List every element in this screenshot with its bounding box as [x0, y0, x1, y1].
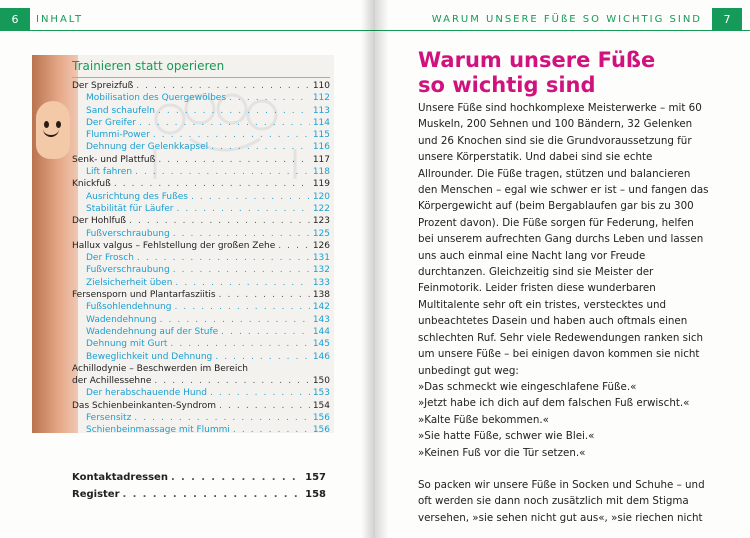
toc-page-number: 117: [312, 154, 330, 165]
toc-page-number: 115: [312, 130, 330, 141]
toc-page-number: 110: [312, 81, 330, 91]
toc-entry-title: Dehnung mit Gurt: [86, 339, 168, 350]
toc-leader-dots: [158, 155, 310, 165]
toc-entry: [72, 376, 330, 388]
left-page-number: 6: [0, 8, 30, 30]
toc-leader-dots: [139, 118, 310, 128]
toc-leader-dots: [191, 192, 310, 202]
toc-leader-dots: [210, 388, 310, 398]
toc-page-number: 144: [312, 326, 330, 337]
toc-leader-dots: [219, 290, 310, 300]
quote-line: »Keinen Fuß vor die Tür setzen.«: [418, 446, 586, 459]
toc-entry: [72, 179, 330, 191]
toc-page-number: 123: [312, 216, 330, 227]
toc-entry-title: Der Frosch: [86, 253, 134, 264]
toc-entry: [72, 216, 330, 228]
toc-leader-dots: [153, 130, 310, 140]
toc-leader-dots: [175, 278, 309, 288]
toc-entry-title: Knickfuß: [72, 179, 111, 190]
toc-page-number: 154: [312, 400, 330, 411]
toc-leader-dots: [221, 327, 310, 337]
toc-entry-title: Wadendehnung auf der Stufe: [86, 326, 219, 337]
toc-subentry: [72, 302, 330, 314]
toc-subentry: [72, 388, 330, 400]
toc-entry-title: Beweglichkeit und Dehnung: [86, 351, 213, 362]
eye-icon: [56, 121, 61, 128]
toc-subentry: [72, 118, 330, 130]
toc-entry-title: Hallux valgus – Fehlstellung der großen Zehe: [72, 240, 276, 251]
quote-line: »Kalte Füße bekommen.«: [418, 413, 549, 426]
right-page-number: 7: [712, 8, 742, 30]
toc-entry-title: Fußsohlendehnung: [86, 302, 172, 313]
toc-page-number: 143: [312, 314, 330, 325]
toc-leader-dots: [278, 241, 310, 251]
body-text: [418, 100, 710, 526]
toc-entry-title: Der herabschauende Hund: [86, 388, 207, 399]
gutter-shadow: [361, 0, 375, 538]
toc-entry-title: Fußverschraubung: [86, 265, 170, 276]
paragraph: So packen wir unsere Füße in Socken und Schuhe – und oft werden sie dann noch zusätzlich mit dem Stigma versehen, »sie sehen nicht gut aus«, »sie riechen nicht: [418, 478, 705, 524]
toc-page-number: 132: [312, 265, 330, 276]
toc-entry-title: Fersensitz: [86, 413, 132, 424]
toc-page-number: 125: [312, 228, 330, 239]
toc-page-number: 112: [312, 93, 330, 104]
toc-entry-title: Kontaktadressen: [72, 472, 168, 483]
toc-page-number: 131: [312, 253, 330, 264]
right-header-rule: [375, 30, 750, 31]
toc-subentry: [72, 142, 330, 154]
toc-entry-title: Wadendehnung: [86, 314, 157, 325]
toc-subentry: [72, 130, 330, 142]
quote-line: »Sie hatte Füße, schwer wie Blei.«: [418, 430, 595, 443]
toc-subentry: [72, 265, 330, 277]
toc-leader-dots: [173, 229, 310, 239]
toc-entry: [72, 472, 326, 489]
toc-box: [32, 55, 334, 436]
eye-icon: [44, 121, 49, 128]
toc-subentry: [72, 167, 330, 179]
toc-page-number: 122: [312, 203, 330, 214]
toc-page-number: 138: [312, 290, 330, 301]
toc-leader-dots: [137, 253, 310, 263]
toc-list: [72, 81, 330, 438]
toc-entry-title: Ausrichtung des Fußes: [86, 191, 188, 202]
right-header: [375, 8, 750, 30]
toc-entry-title: Zielsicherheit üben: [86, 277, 173, 288]
toc-entry-title: Mobilisation des Quergewölbes: [86, 93, 227, 104]
toc-entry: [72, 81, 330, 93]
toc-page-number: 142: [312, 302, 330, 313]
toc-subentry: [72, 327, 330, 339]
toc-page-number: 116: [312, 142, 330, 153]
toc-entry-title: Achillodynie – Beschwerden im Bereich: [72, 363, 249, 374]
toc-entry: [72, 364, 330, 376]
toc-entry-title: Sand schaufeln: [86, 105, 155, 116]
gutter-shadow: [375, 0, 389, 538]
toc-page-number: 150: [312, 376, 330, 387]
toc-leader-dots: [219, 401, 310, 411]
toc-leader-dots: [134, 413, 310, 423]
quote-line: »Das schmeckt wie eingeschlafene Füße.«: [418, 380, 637, 393]
toc-leader-dots: [160, 315, 310, 325]
toc-leader-dots: [136, 81, 310, 91]
toc-subentry: [72, 425, 330, 437]
toc-page-number: 126: [312, 240, 330, 251]
toc-subentry: [72, 93, 330, 105]
toc-page-number: 156: [312, 413, 330, 424]
toc-subentry: [72, 106, 330, 118]
right-page: [375, 0, 750, 538]
right-header-title: WARUM UNSERE FÜßE SO WICHTIG SIND: [431, 13, 702, 25]
toc-page-number: 145: [312, 339, 330, 350]
toc-entry-title: Register: [72, 489, 120, 500]
toc-leader-dots: [211, 142, 310, 152]
toc-entry: [72, 489, 326, 506]
toc-page-number: 156: [312, 425, 330, 436]
toc-entry: [72, 241, 330, 253]
toc-subentry: [72, 352, 330, 364]
toc-subentry: [72, 253, 330, 265]
toc-page-number: 119: [312, 179, 330, 190]
toc-leader-dots: [158, 106, 310, 116]
left-header-title: INHALT: [36, 13, 84, 25]
toc-page-number: 157: [305, 472, 326, 483]
toc-appendix-list: [72, 472, 326, 506]
toc-entry-title: Der Spreizfuß: [72, 81, 134, 91]
toc-leader-dots: [129, 216, 310, 226]
toc-entry: [72, 401, 330, 413]
chapter-title-line: so wichtig sind: [418, 73, 596, 97]
toc-entry-title: Der Greifer: [86, 117, 136, 128]
toc-entry-title: Das Schienbeinkanten-Syndrom: [72, 400, 217, 411]
toc-leader-dots: [114, 179, 310, 189]
toc-page-number: 113: [312, 105, 330, 116]
toc-leader-dots: [215, 352, 310, 362]
toc-subentry: [72, 278, 330, 290]
toc-subentry: [72, 229, 330, 241]
toc-page-number: 118: [312, 167, 330, 178]
toc-leader-dots: [170, 339, 309, 349]
toc-leader-dots: [229, 93, 310, 103]
toc-leader-dots: [173, 265, 310, 275]
toc-entry-title: Lift fahren: [86, 167, 133, 178]
toc-leader-dots: [154, 376, 309, 386]
toc-entry-title: Flummi-Power: [86, 130, 150, 141]
toc-entry-title: Fersensporn und Plantarfasziitis: [72, 290, 216, 301]
toc-entry-title: Fußverschraubung: [86, 228, 170, 239]
toc-entry-title: Stabilität für Läufer: [86, 203, 174, 214]
quote-line: »Jetzt habe ich dich auf dem falschen Fuß erwischt.«: [418, 397, 690, 410]
left-header: [0, 8, 375, 30]
toc-subentry: [72, 204, 330, 216]
toc-entry-title: Schienbeinmassage mit Flummi: [86, 425, 230, 436]
toc-page-number: 120: [312, 191, 330, 202]
toc-section-title: Trainieren statt operieren: [72, 59, 330, 78]
toc-leader-dots: [135, 167, 310, 177]
toc-page-number: 153: [312, 388, 330, 399]
toc-leader-dots: [176, 204, 309, 214]
toc-entry-title: Senk- und Plattfuß: [72, 154, 156, 165]
toc-page-number: 133: [312, 277, 330, 288]
toc-subentry: [72, 339, 330, 351]
toc-entry-title: der Achillessehne: [72, 376, 152, 387]
toc-entry-title: Dehnung der Gelenkkapsel: [86, 142, 209, 153]
toc-entry: [72, 290, 330, 302]
toc-page-number: 114: [312, 117, 330, 128]
left-header-rule: [0, 30, 375, 31]
toc-leader-dots: [171, 472, 302, 483]
toc-leader-dots: [233, 425, 310, 435]
toc-page-number: 146: [312, 351, 330, 362]
toc-page-number: 158: [305, 489, 326, 500]
toc-entry-title: Der Hohlfuß: [72, 216, 127, 227]
chapter-title-line: Warum unsere Füße: [418, 48, 656, 72]
toc-subentry: [72, 192, 330, 204]
toc-leader-dots: [123, 489, 303, 500]
toc-leader-dots: [174, 302, 309, 312]
toc-subentry: [72, 315, 330, 327]
chapter-title: [418, 48, 708, 98]
toc-entry: [72, 155, 330, 167]
paragraph: Unsere Füße sind hochkomplexe Meisterwerke – mit 60 Muskeln, 200 Sehnen und 100 Bändern, 32 Gelenken und 26 Knochen sind sie die Grundvoraussetzung für unsere Körperstatik. Und dabei sind sie echte Allrounder. Die Füße tragen, stützen und balancieren den Menschen – egal wie schwer er ist – und fangen das Körpergewicht auf (beim Bergablaufen gar bis zu 300 Prozent davon). Die Füße sorgen für Federung, helfen bei unserem aufrechten Gang durchs Leben und lassen uns auch einmal eine Nacht lang vor Freude durchtanzen. Gleichzeitig sind sie Meister der Feinmotorik. Leider fristen diese wunderbaren Multitalente sehr oft ein tristes, verstecktes und unbeachtetes Dasein und haben auch oftmals einen schlechten Ruf. Sehr viele Redewendungen ranken sich um unsere Füße – bei einigen davon kommen sie nicht unbedingt gut weg:: [418, 102, 709, 377]
toc-subentry: [72, 413, 330, 425]
